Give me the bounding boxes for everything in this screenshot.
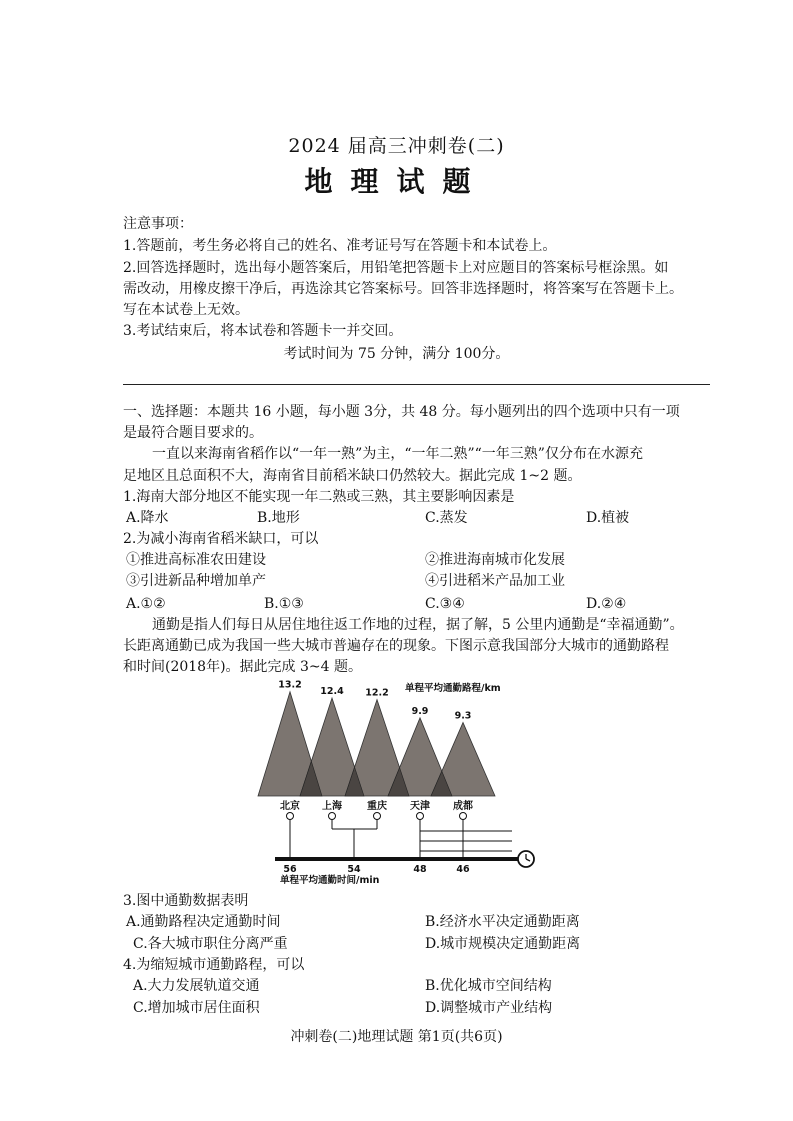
time-label: 54	[347, 864, 361, 875]
section-intro: 一、选择题：本题共 16 小题，每小题 3分，共 48 分。每小题列出的四个选项中只有一项	[123, 404, 680, 420]
question-4-stem: 4.为缩短城市通勤路程，可以	[123, 957, 305, 973]
chart-title: 单程平均通勤路程/km	[405, 683, 501, 694]
q3-option-a: A.通勤路程决定通勤时间	[126, 914, 281, 930]
q4-option-d: D.调整城市产业结构	[425, 1000, 553, 1016]
time-label: 56	[283, 864, 297, 875]
exam-title: 2024 届高三冲刺卷(二)	[288, 135, 505, 157]
page-footer: 冲刺卷(二)地理试题 第1页(共6页)	[290, 1029, 503, 1045]
q2-option-a: A.①②	[126, 596, 166, 612]
q3-option-b: B.经济水平决定通勤距离	[425, 914, 580, 930]
passage-line: 足地区且总面积不大，海南省目前稻米缺口仍然较大。据此完成 1~2 题。	[123, 468, 582, 484]
note-line: 写在本试卷上无效。	[123, 302, 249, 318]
passage-line: 通勤是指人们每日从居住地往返工作地的过程，据了解，5 公里内通勤是“幸福通勤”。	[152, 617, 684, 633]
exam-info: 考试时间为 75 分钟，满分 100分。	[283, 346, 510, 362]
q1-option-d: D.植被	[586, 510, 630, 526]
q3-option-d: D.城市规模决定通勤距离	[425, 936, 581, 952]
city-node	[417, 813, 424, 820]
question-1-stem: 1.海南大部分地区不能实现一年二熟或三熟，其主要影响因素是	[123, 489, 515, 505]
q2-item: ③引进新品种增加单产	[126, 573, 266, 589]
city-label: 天津	[410, 801, 430, 812]
time-label: 48	[413, 864, 427, 875]
chart-x-axis-label: 单程平均通勤时间/min	[280, 875, 380, 886]
distance-label: 12.2	[365, 687, 389, 699]
city-label: 北京	[280, 801, 300, 812]
section-intro: 是最符合题目要求的。	[123, 425, 263, 441]
q1-option-a: A.降水	[126, 510, 169, 526]
passage-line: 一直以来海南省稻作以“一年一熟”为主，“一年二熟”“一年三熟”仅分布在水源充	[152, 446, 643, 462]
city-node	[460, 813, 467, 820]
distance-label: 13.2	[278, 679, 302, 691]
q2-item: ②推进海南城市化发展	[425, 552, 565, 568]
question-3-stem: 3.图中通勤数据表明	[123, 893, 249, 909]
passage-line: 和时间(2018年)。据此完成 3~4 题。	[123, 659, 362, 675]
distance-label: 9.3	[454, 710, 472, 722]
city-label: 重庆	[367, 801, 387, 812]
city-label: 上海	[322, 801, 342, 812]
city-node	[374, 813, 381, 820]
divider-rule	[123, 384, 710, 385]
subject-title: 地理试题	[304, 165, 489, 198]
distance-label: 9.9	[411, 705, 429, 717]
q2-option-b: B.①③	[264, 596, 304, 612]
q2-option-d: D.②④	[586, 596, 627, 612]
notes-heading: 注意事项：	[123, 216, 193, 232]
note-line: 2.回答选择题时，选出每小题答案后，用铅笔把答题卡上对应题目的答案标号框涂黑。如	[123, 260, 669, 276]
q4-option-a: A.大力发展轨道交通	[133, 978, 260, 994]
passage-line: 长距离通勤已成为我国一些大城市普遍存在的现象。下图示意我国部分大城市的通勤路程	[123, 638, 669, 654]
q3-option-c: C.各大城市职住分离严重	[133, 936, 288, 952]
question-2-stem: 2.为减小海南省稻米缺口，可以	[123, 531, 319, 547]
q1-option-c: C.蒸发	[425, 510, 468, 526]
note-line: 需改动，用橡皮擦干净后，再选涂其它答案标号。回答非选择题时，将答案写在答题卡上。	[123, 281, 683, 297]
distance-label: 12.4	[320, 686, 344, 698]
q2-option-c: C.③④	[425, 596, 465, 612]
commute-chart	[250, 678, 550, 890]
q4-option-b: B.优化城市空间结构	[425, 978, 552, 994]
city-node	[287, 813, 294, 820]
time-label: 46	[456, 864, 470, 875]
note-line: 3.考试结束后，将本试卷和答题卡一并交回。	[123, 323, 403, 339]
q2-item: ④引进稻米产品加工业	[425, 573, 565, 589]
q2-item: ①推进高标准农田建设	[126, 552, 266, 568]
q1-option-b: B.地形	[257, 510, 300, 526]
q4-option-c: C.增加城市居住面积	[133, 1000, 260, 1016]
note-line: 1.答题前，考生务必将自己的姓名、准考证号写在答题卡和本试卷上。	[123, 238, 557, 254]
city-label: 成都	[453, 801, 473, 812]
city-node	[329, 813, 336, 820]
